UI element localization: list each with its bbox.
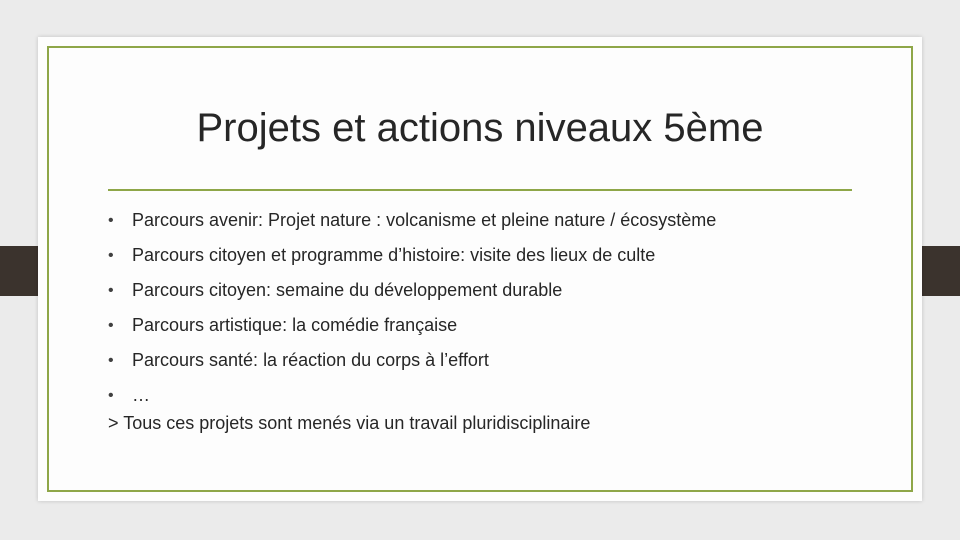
bullet-dot-icon: • — [108, 246, 114, 264]
bullet-text: … — [132, 385, 150, 405]
bullet-dot-icon: • — [108, 316, 114, 334]
title-divider — [108, 189, 852, 191]
bullet-text: Parcours santé: la réaction du corps à l’effort — [132, 350, 489, 370]
bullet-item — [108, 343, 716, 378]
bullet-dot-icon: • — [108, 281, 114, 299]
bullet-item — [108, 378, 716, 413]
bullet-item — [108, 238, 716, 273]
conclusion-text: > Tous ces projets sont menés via un travail pluridisciplinaire — [108, 413, 591, 433]
bullet-item — [108, 203, 716, 238]
bullet-text: Parcours citoyen: semaine du développement durable — [132, 280, 563, 300]
bullet-item — [108, 308, 716, 343]
bullet-dot-icon: • — [108, 351, 114, 369]
bullet-dot-icon: • — [108, 386, 114, 404]
slide-title: Projets et actions niveaux 5ème — [196, 106, 764, 150]
bullet-text: Parcours citoyen et programme d’histoire: visite des lieux de culte — [132, 245, 656, 265]
bullet-text: Parcours artistique: la comédie française — [132, 315, 458, 335]
bullet-item — [108, 273, 716, 308]
bullet-text: Parcours avenir: Projet nature : volcanisme et pleine nature / écosystème — [132, 210, 717, 230]
bullet-dot-icon: • — [108, 211, 114, 229]
bullet-list — [108, 203, 716, 413]
